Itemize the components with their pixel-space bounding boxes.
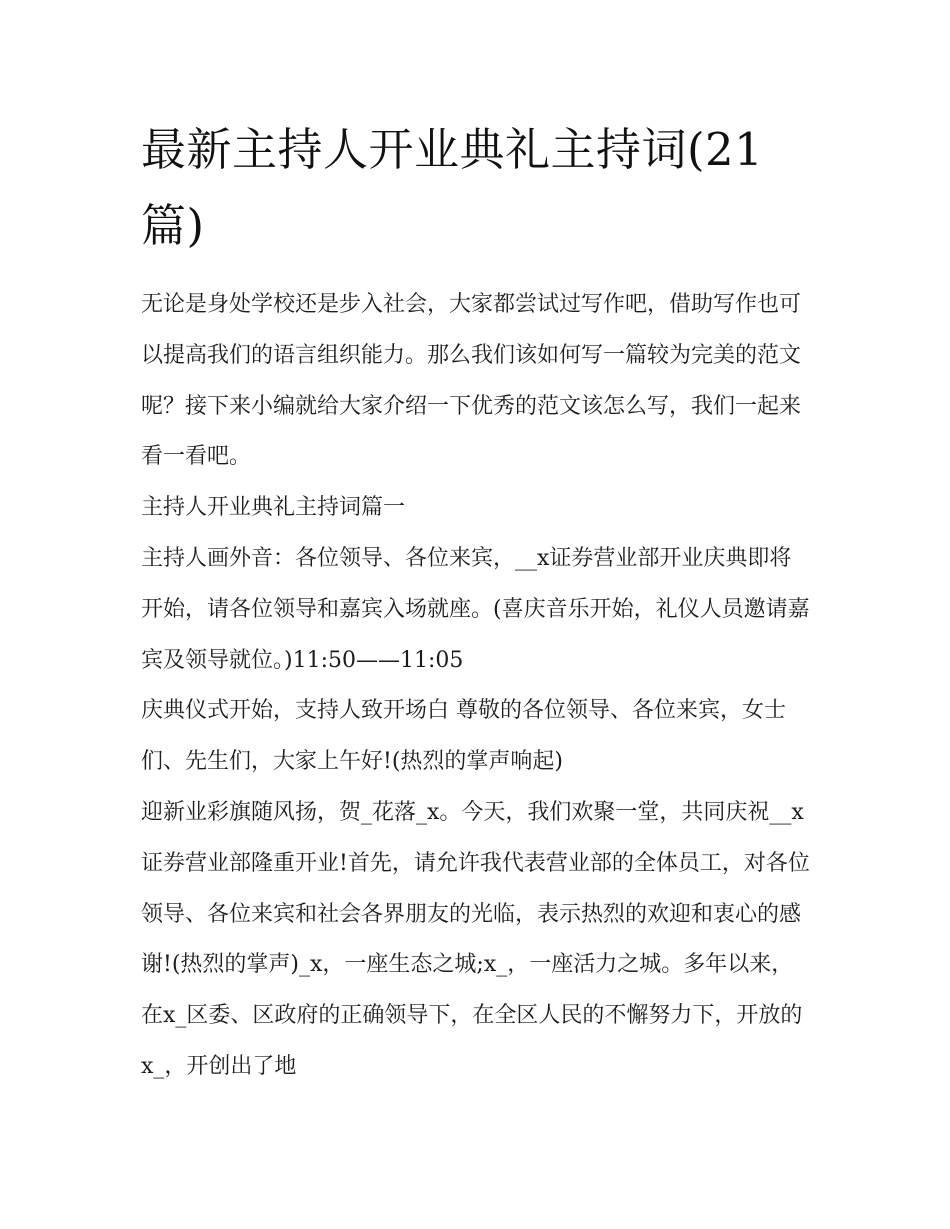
body-paragraph: 迎新业彩旗随风扬，贺_花落_x。今天，我们欢聚一堂，共同庆祝__x证券营业部隆重开业!首先，请允许我代表营业部的全体员工，对各位领导、各位来宾和社会各界朋友的光临，表示热烈的欢迎和衷心的感谢!(热烈的掌声)_x，一座生态之城;x_，一座活力之城。多年以来，在x_区委、区政府的正确领导下，在全区人民的不懈努力下，开放的x_，开创出了地 <box>141 799 810 1079</box>
section-heading: 主持人开业典礼主持词篇一 <box>141 495 406 521</box>
body-paragraph: 庆典仪式开始，支持人致开场白 尊敬的各位领导、各位来宾，女士们、先生们，大家上午好!(热烈的掌声响起) <box>141 698 786 775</box>
document-body <box>141 112 813 1093</box>
intro-paragraph: 无论是身处学校还是步入社会，大家都尝试过写作吧，借助写作也可以提高我们的语言组织能力。那么我们该如何写一篇较为完美的范文呢？接下来小编就给大家介绍一下优秀的范文该怎么写，我们一起来看一看吧。 <box>141 292 802 470</box>
body-paragraph: 主持人画外音：各位领导、各位来宾，__x证券营业部开业庆典即将开始，请各位领导和嘉宾入场就座。(喜庆音乐开始，礼仪人员邀请嘉宾及领导就位。)11:50——11:05 <box>141 545 810 673</box>
document-title: 最新主持人开业典礼主持词(21篇) <box>141 123 764 252</box>
